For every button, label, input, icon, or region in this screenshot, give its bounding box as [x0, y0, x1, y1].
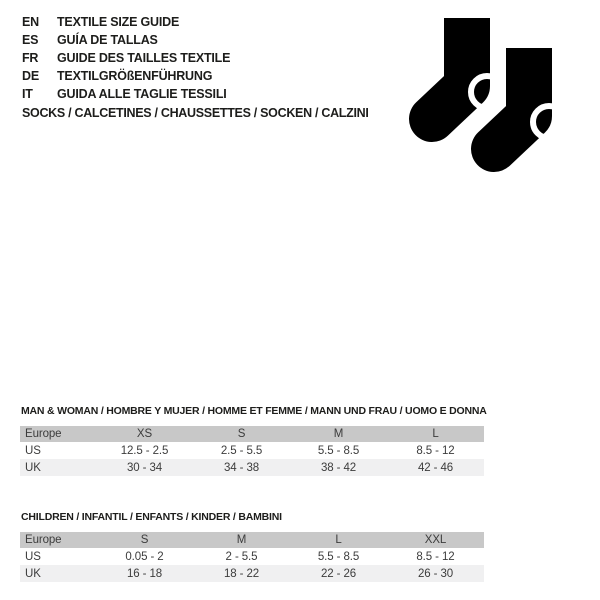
row-label: UK — [25, 567, 41, 580]
size-table-children — [20, 511, 484, 582]
language-list — [22, 13, 230, 103]
language-label: GUÍA DE TALLAS — [57, 33, 158, 47]
size-cell: 30 - 34 — [126, 461, 163, 474]
language-row — [22, 13, 230, 31]
size-cell: 12.5 - 2.5 — [120, 444, 169, 457]
table-header-row — [20, 426, 484, 442]
column-header: L — [387, 426, 484, 442]
column-header: XS — [96, 426, 193, 442]
column-header: S — [96, 532, 193, 548]
row-label: US — [25, 444, 41, 457]
size-cell: 26 - 30 — [417, 567, 454, 580]
language-label: GUIDA ALLE TAGLIE TESSILI — [57, 87, 227, 101]
table-header-row — [20, 532, 484, 548]
row-label: US — [25, 550, 41, 563]
size-cell: 0.05 - 2 — [125, 550, 164, 563]
table-row — [20, 565, 484, 582]
column-header: Europe — [20, 532, 96, 548]
socks-icon — [400, 5, 580, 190]
size-cell: 22 - 26 — [320, 567, 357, 580]
column-header: M — [290, 426, 387, 442]
language-code: IT — [22, 87, 33, 101]
socks-icon-svg — [400, 5, 580, 190]
language-row — [22, 31, 230, 49]
language-row — [22, 67, 230, 85]
table-row — [20, 459, 484, 476]
size-cell: 34 - 38 — [223, 461, 260, 474]
size-cell: 8.5 - 12 — [416, 550, 455, 563]
size-cell: 42 - 46 — [417, 461, 454, 474]
language-code: EN — [22, 15, 39, 29]
table-title: CHILDREN / INFANTIL / ENFANTS / KINDER / BAMBINI — [21, 511, 282, 523]
column-header: L — [290, 532, 387, 548]
language-code: ES — [22, 33, 39, 47]
row-label: UK — [25, 461, 41, 474]
table-row — [20, 548, 484, 565]
size-cell: 2 - 5.5 — [225, 550, 258, 563]
size-cell: 38 - 42 — [320, 461, 357, 474]
size-cell: 2.5 - 5.5 — [220, 444, 263, 457]
language-code: FR — [22, 51, 39, 65]
size-cell: 8.5 - 12 — [416, 444, 455, 457]
table-title: MAN & WOMAN / HOMBRE Y MUJER / HOMME ET FEMME / MANN UND FRAU / UOMO E DONNA — [21, 405, 487, 417]
language-row — [22, 49, 230, 67]
size-cell: 5.5 - 8.5 — [317, 550, 360, 563]
size-table — [20, 426, 484, 476]
column-header: Europe — [20, 426, 96, 442]
size-cell: 18 - 22 — [223, 567, 260, 580]
language-label: TEXTILE SIZE GUIDE — [57, 15, 180, 29]
table-row — [20, 442, 484, 459]
column-header: XXL — [387, 532, 484, 548]
language-row — [22, 85, 230, 103]
language-label: GUIDE DES TAILLES TEXTILE — [57, 51, 231, 65]
size-cell: 16 - 18 — [126, 567, 163, 580]
language-label: TEXTILGRÖßENFÜHRUNG — [57, 69, 213, 83]
size-table-adults — [20, 405, 487, 476]
size-cell: 5.5 - 8.5 — [317, 444, 360, 457]
size-table — [20, 532, 484, 582]
column-header: S — [193, 426, 290, 442]
category-title: SOCKS / CALCETINES / CHAUSSETTES / SOCKEN / CALZINI — [22, 106, 369, 120]
language-code: DE — [22, 69, 39, 83]
column-header: M — [193, 532, 290, 548]
